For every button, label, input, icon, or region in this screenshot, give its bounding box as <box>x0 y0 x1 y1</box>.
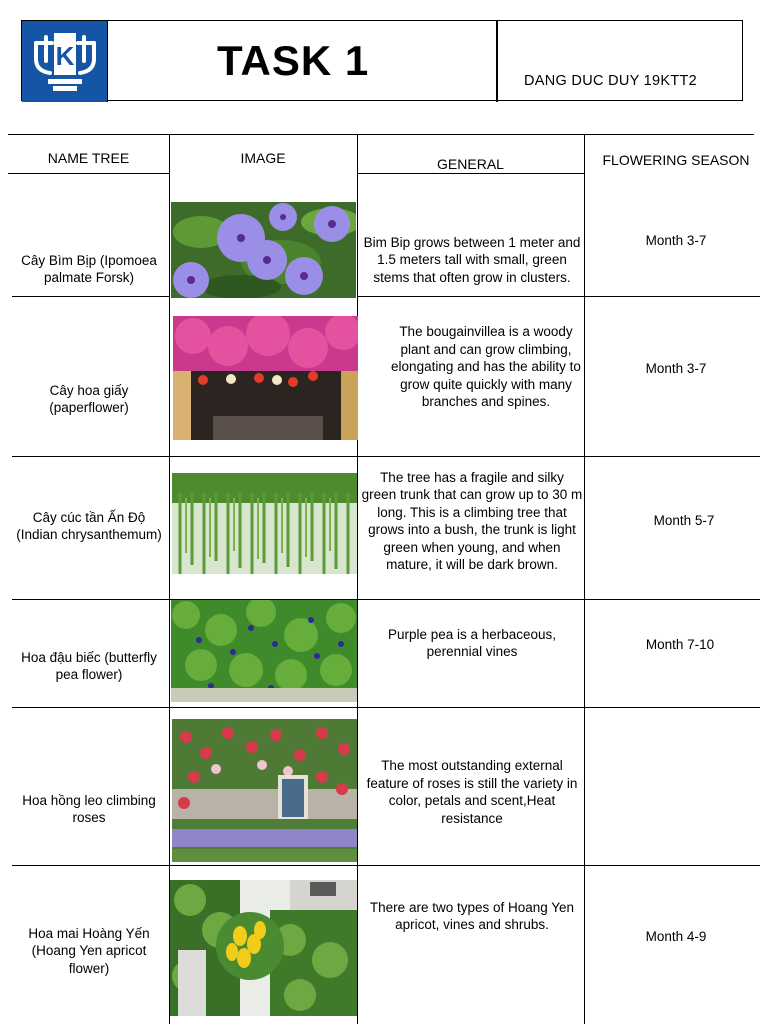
row-2-general: The bougainvillea is a woody plant and can grow climbing, elongating and has the ability to grow quite quickly with many branches and spines. <box>391 324 581 410</box>
row-4-image <box>171 600 357 702</box>
column-divider <box>584 134 585 1024</box>
row-4-season: Month 7-10 <box>645 637 715 653</box>
row-3-name: Cây cúc tần Ấn Độ (Indian chrysanthemum) <box>16 509 162 542</box>
column-header-season: FLOWERING SEASON <box>602 152 750 169</box>
row-5-name: Hoa hồng leo climbing roses <box>22 792 156 825</box>
row-divider <box>357 296 760 297</box>
row-5-general: The most outstanding external feature of roses is still the variety in color, petals and scent,Heat resistance <box>366 758 578 826</box>
row-2-name: Cây hoa giấy (paperflower) <box>49 382 129 415</box>
row-3-general: The tree has a fragile and silky green trunk that can grow up to 30 m long. This is a climbing tree that grows into a bush, the trunk is light green when young, and when mature, it will be dark brown. <box>361 469 583 572</box>
row-6-image <box>170 880 357 1016</box>
row-divider <box>12 707 760 708</box>
row-3-image <box>172 473 357 574</box>
row-2-image <box>173 316 358 440</box>
row-3-season: Month 5-7 <box>653 513 715 529</box>
row-5-image <box>172 719 357 862</box>
row-1-general: Bim Bip grows between 1 meter and 1.5 meters tall with small, green stems that often grow in clusters. <box>363 234 581 285</box>
column-header-name: NAME TREE <box>47 150 130 167</box>
row-1-season: Month 3-7 <box>645 233 707 249</box>
column-header-general: GENERAL <box>437 156 504 173</box>
row-6-general: There are two types of Hoang Yen apricot, vines and shrubs. <box>369 899 575 932</box>
row-divider <box>12 456 760 457</box>
row-divider <box>12 599 760 600</box>
header-box <box>21 20 743 101</box>
row-1-image <box>171 202 356 298</box>
row-4-general: Purple pea is a herbaceous, perennial vines <box>387 626 557 659</box>
column-divider <box>357 134 358 1024</box>
table-top-border <box>8 134 754 135</box>
row-divider <box>8 173 169 174</box>
row-5-season <box>584 780 768 802</box>
header-divider <box>496 21 498 102</box>
university-logo-icon <box>22 21 108 102</box>
column-header-image: IMAGE <box>240 150 286 167</box>
page-title: TASK 1 <box>217 37 370 84</box>
row-6-season: Month 4-9 <box>645 929 707 945</box>
author-label: DANG DUC DUY 19KTT2 <box>524 73 698 89</box>
row-2-season: Month 3-7 <box>645 361 707 377</box>
row-6-name: Hoa mai Hoàng Yến (Hoang Yen apricot flower) <box>28 925 150 976</box>
svg-text:K: K <box>55 41 75 71</box>
row-divider <box>12 865 760 866</box>
row-1-name: Cây Bìm Bịp (Ipomoea palmate Forsk) <box>21 252 157 285</box>
row-4-name: Hoa đậu biếc (butterfly pea flower) <box>21 649 157 682</box>
